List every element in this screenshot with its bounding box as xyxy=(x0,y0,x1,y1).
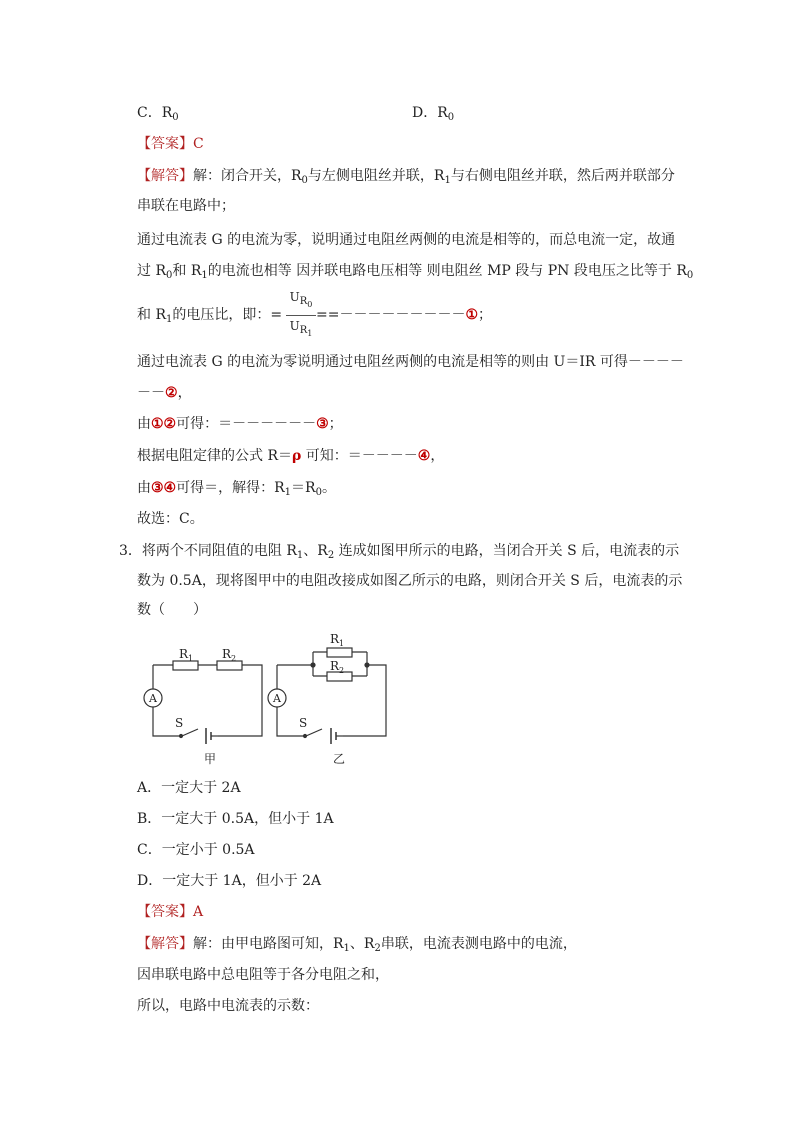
switch-icon xyxy=(306,729,322,736)
explanation-2-line-1: 【解答】解：由甲电路图可知，$R_1$、$R_2$串联，电流表测电路中的电流， xyxy=(137,936,577,954)
explanation-1-line-9: 根据电阻定律的公式 R＝ρ 可知：＝－－－－④， xyxy=(137,448,445,464)
explanation-1-line-5-left: 和 $R_1$的电压比，即：= xyxy=(137,307,283,325)
circuit-parallel xyxy=(268,648,386,744)
explanation-1-line-4: 过 $R_0$和 $R_1$的电流也相等 因并联电路电压相等 则电阻丝 MP 段与 PN 段电压之比等于 $R_0$ xyxy=(137,263,694,281)
switch-icon xyxy=(182,729,198,736)
explanation-2-line-2: 因串联电路中总电阻等于各分电阻之和， xyxy=(137,967,389,983)
resistor-r2 xyxy=(217,661,242,670)
label-r2-right: $R_2$ xyxy=(330,659,345,675)
option-b: B．一定大于 0.5A，但小于 1A xyxy=(137,811,334,827)
explanation-1-line-3: 通过电流表 G 的电流为零，说明通过电阻丝两侧的电流是相等的，而总电流一定，故通 xyxy=(137,232,676,248)
label-switch-left: S xyxy=(175,716,184,730)
explanation-1-line-1: 【解答】解：闭合开关，$R_0$与左侧电阻丝并联，$R_1$与右侧电阻丝并联，然后两并联部分 xyxy=(137,168,675,186)
label-r1-left: $R_1$ xyxy=(179,647,194,663)
label-r1-right: $R_1$ xyxy=(330,632,345,648)
fraction-denominator: $U_{R_1}$ xyxy=(289,319,313,338)
question-number: 3． xyxy=(119,543,142,559)
battery-icon xyxy=(206,728,211,744)
option-a: A．一定大于 2A xyxy=(137,780,241,796)
caption-right: 乙 xyxy=(333,752,346,766)
label-ammeter-right: A xyxy=(273,692,281,705)
explanation-1-line-2: 串联在电路中； xyxy=(137,198,235,214)
circuit-series xyxy=(144,661,262,744)
explanation-1-line-8: 由①②可得：＝－－－－－－③； xyxy=(137,416,343,432)
label-r2-left: $R_2$ xyxy=(222,647,237,663)
explanation-1-line-11: 故选：C。 xyxy=(137,511,204,527)
explanation-1-line-7: －－②， xyxy=(137,385,192,401)
answer-tag: 【答案】 xyxy=(137,136,193,152)
option-d: D．一定大于 1A，但小于 2A xyxy=(137,873,322,889)
option-c: C．一定小于 0.5A xyxy=(137,842,255,858)
fraction-numerator: $U_{R_0}$ xyxy=(289,290,313,309)
explanation-1-line-10: 由③④可得＝，解得：$R_1=R_0$。 xyxy=(137,480,336,498)
battery-icon xyxy=(331,728,336,744)
resistor-r1 xyxy=(173,661,198,670)
question-3-line-2: 数为 0.5A，现将图甲中的电阻改接成如图乙所示的电路，则闭合开关 S 后，电流表的示 xyxy=(137,573,683,589)
answer-value: C xyxy=(193,136,204,152)
answer-2: 【答案】A xyxy=(137,904,204,920)
explanation-1-line-5-right: ==－－－－－－－－－①； xyxy=(316,307,493,323)
circuit-diagram xyxy=(140,628,390,768)
answer-1 xyxy=(137,134,204,154)
question-3-line-1: 3．将两个不同阻值的电阻 $R_1$、$R_2$ 连成如图甲所示的电路，当闭合开关 S 后，电流表的示 xyxy=(119,543,680,561)
label-ammeter-left: A xyxy=(149,692,157,705)
option-c-prev: C．$R_0$ xyxy=(137,105,179,123)
question-3-line-3: 数（ ） xyxy=(137,602,207,618)
resistor-r1-parallel xyxy=(327,648,352,657)
caption-left: 甲 xyxy=(204,752,217,766)
voltage-ratio-fraction xyxy=(286,289,316,342)
explanation-1-line-6: 通过电流表 G 的电流为零说明通过电阻丝两侧的电流是相等的则由 U＝IR 可得－－－－ xyxy=(137,354,684,370)
option-d-prev: D．$R_0$ xyxy=(412,105,455,123)
explanation-2-line-3: 所以，电路中电流表的示数： xyxy=(137,998,319,1014)
label-switch-right: S xyxy=(299,716,308,730)
